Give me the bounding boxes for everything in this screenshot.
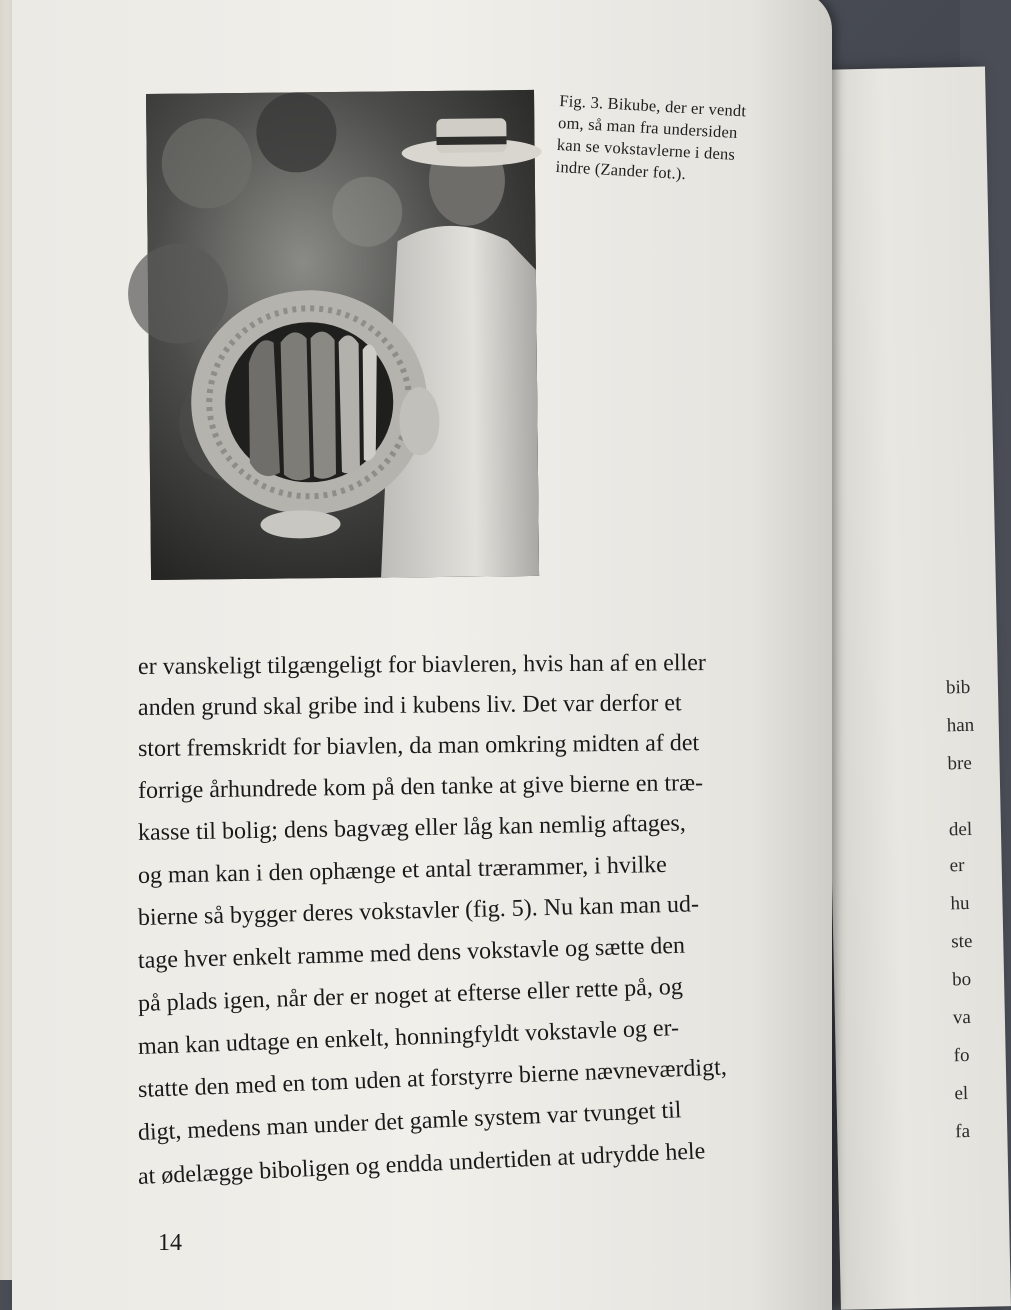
body-line: forrige århundrede kom på den tanke at give bierne en træ-	[137, 770, 704, 804]
beehive-illustration	[146, 90, 539, 580]
figure-caption	[555, 90, 800, 191]
caption-line: Fig. 3. Bikube, der er vendt	[558, 90, 747, 121]
facing-page-fragment: bo	[951, 968, 972, 991]
caption-line: om, så man fra undersiden	[557, 112, 739, 142]
body-line: digt, medens man under det gamle system var tvunget til	[137, 1097, 682, 1146]
facing-page-fragment: ste	[951, 930, 973, 953]
facing-page-fragment: el	[954, 1083, 969, 1105]
caption-line: kan se vokstavlerne i dens	[556, 134, 736, 164]
book-page	[12, 0, 832, 1310]
facing-page-fragment: han	[946, 714, 975, 737]
body-line: stort fremskridt for biavlen, da man omkring midten af det	[137, 730, 700, 762]
facing-page-fragment: er	[949, 855, 965, 877]
body-line: bierne så bygger deres vokstavler (fig. 5). Nu kan man ud-	[137, 891, 700, 931]
facing-page-fragment: bre	[947, 752, 973, 775]
facing-page-fragment: hu	[950, 892, 970, 915]
body-line: er vanskeligt tilgængeligt for biavleren, hvis han af en eller	[137, 650, 706, 680]
beehive-photo	[146, 90, 539, 580]
facing-page	[815, 66, 1011, 1309]
facing-page-fragment: fa	[955, 1120, 971, 1143]
body-line: at ødelægge biboligen og endda undertiden at udrydde hele	[137, 1138, 706, 1190]
body-line: og man kan i den ophænge et antal trærammer, i hvilke	[137, 851, 668, 889]
body-line: på plads igen, når der er noget at efterse eller rette på, og	[137, 973, 684, 1017]
page-number: 14	[158, 1230, 182, 1256]
body-line: tage hver enkelt ramme med dens vokstavle og sætte den	[137, 932, 686, 974]
facing-page-fragment: del	[948, 818, 973, 841]
body-line: anden grund skal gribe ind i kubens liv. Det var derfor et	[137, 690, 682, 721]
caption-line: indre (Zander fot.).	[555, 156, 687, 184]
body-line: statte den med en tom uden at forstyrre bierne nævneværdigt,	[137, 1054, 728, 1103]
facing-page-fragment: va	[952, 1006, 972, 1029]
facing-page-fragment: bib	[945, 676, 971, 699]
facing-page-fragment: fo	[953, 1044, 970, 1067]
body-line: kasse til bolig; dens bagvæg eller låg kan nemlig aftages,	[137, 810, 687, 846]
body-line: man kan udtage en enkelt, honningfyldt vokstavle og er-	[137, 1015, 680, 1060]
